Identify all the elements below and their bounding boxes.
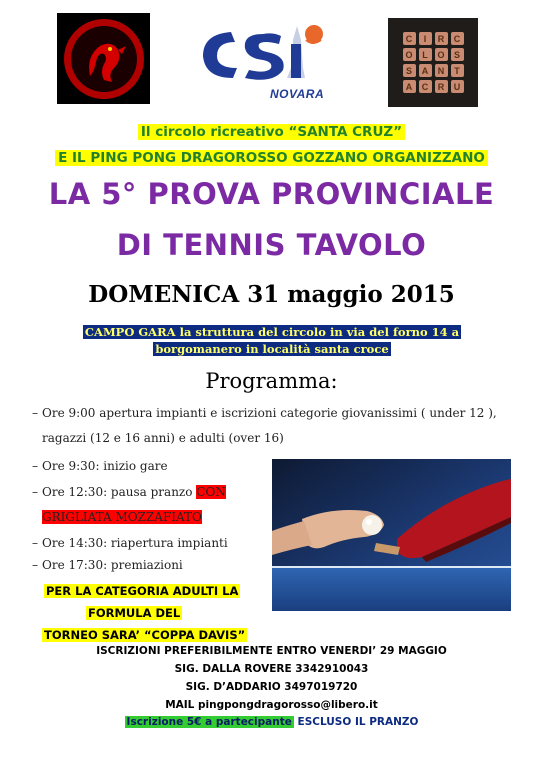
footer-deadline: ISCRIZIONI PREFERIBILMENTE ENTRO VENERDI’ 29 MAGGIO — [96, 645, 447, 657]
letter-tile: L — [419, 48, 432, 61]
letter-tile: A — [419, 64, 432, 77]
letter-tile: C — [403, 32, 416, 45]
letter-tiles — [403, 32, 464, 93]
event-title-line2: DI TENNIS TAVOLO — [116, 228, 427, 262]
letter-tile: S — [403, 64, 416, 77]
program-item-2-text: Ore 9:30: inizio gare — [42, 459, 168, 473]
letter-tile: O — [435, 48, 448, 61]
adulti-line3: TORNEO SARA’ “COPPA DAVIS” — [44, 628, 246, 642]
program-title: Programma: — [205, 369, 338, 393]
table-tennis-photo — [272, 459, 511, 611]
csi-logo-icon — [193, 20, 348, 90]
footer-contact-2: SIG. D’ADDARIO 3497019720 — [185, 681, 358, 693]
adulti-line2: FORMULA DEL — [88, 606, 181, 620]
fee-highlight: Iscrizione 5€ a partecipante — [126, 716, 292, 728]
grigliata-highlight: GRIGLIATA MOZZAFIATO — [42, 510, 202, 524]
program-item-1-text: Ore 9:00 apertura impianti e iscrizioni categorie giovanissimi ( under 12 ), — [42, 406, 497, 420]
program-item-3-cont — [42, 510, 202, 524]
program-item-5: – Ore 17:30: premiazioni — [32, 558, 183, 572]
headline-organizers-text: E IL PING PONG DRAGOROSSO GOZZANO ORGANIZZANO — [55, 150, 488, 166]
letter-tile: A — [403, 80, 416, 93]
letter-tile: C — [419, 80, 432, 93]
adulti-line2-wrap — [86, 602, 182, 621]
letter-tile: T — [451, 64, 464, 77]
footer-email: MAIL pingpongdragorosso@libero.it — [165, 699, 378, 711]
letter-tile: I — [419, 32, 432, 45]
program-item-4: – Ore 14:30: riapertura impianti — [32, 536, 228, 550]
novara-wordmark: NOVARA — [270, 87, 325, 101]
program-item-1-cont: ragazzi (12 e 16 anni) e adulti (over 16) — [42, 431, 284, 445]
program-item-4-text: Ore 14:30: riapertura impianti — [42, 536, 228, 550]
letter-tile: S — [451, 48, 464, 61]
letter-tile: R — [435, 32, 448, 45]
dragon-logo-icon — [60, 16, 148, 102]
letter-tile: N — [435, 64, 448, 77]
venue-line2: borgomanero in località santa croce — [155, 342, 389, 356]
program-item-5-text: Ore 17:30: premiazioni — [42, 558, 183, 572]
program-item-3-text: Ore 12:30: pausa pranzo — [42, 485, 197, 499]
table-tennis-photo-icon — [272, 459, 511, 611]
adulti-line3-wrap — [42, 624, 247, 643]
venue-line1: CAMPO GARA la struttura del circolo in via del forno 14 a — [84, 325, 460, 339]
adulti-line1-wrap — [44, 580, 240, 599]
letter-tile: C — [451, 32, 464, 45]
letter-tile: O — [403, 48, 416, 61]
footer-contact-1: SIG. DALLA ROVERE 3342910043 — [174, 663, 369, 675]
letter-tile: R — [435, 80, 448, 93]
program-item-2: – Ore 9:30: inizio gare — [32, 459, 168, 473]
headline-organizers-line — [0, 147, 543, 166]
event-title-line1: LA 5° PROVA PROVINCIALE — [48, 177, 495, 211]
program-item-1: – Ore 9:00 apertura impianti e iscrizioni categorie giovanissimi ( under 12 ), — [32, 406, 497, 420]
program-item-3: – Ore 12:30: pausa pranzo CON — [32, 485, 226, 499]
event-date: DOMENICA 31 maggio 2015 — [88, 281, 455, 308]
headline-organizer-text: Il circolo ricreativo “SANTA CRUZ” — [138, 124, 405, 140]
santa-cruz-logo — [388, 18, 478, 107]
fee-excluded: ESCLUSO IL PRANZO — [293, 716, 419, 728]
headline-organizer-line — [0, 121, 543, 140]
program-item-3-highlight: CON — [196, 485, 226, 499]
venue-block — [54, 324, 490, 358]
adulti-line1: PER LA CATEGORIA ADULTI LA — [46, 584, 239, 598]
dragorosso-logo — [57, 13, 150, 104]
letter-tile: U — [451, 80, 464, 93]
footer-fee-line — [0, 716, 543, 728]
